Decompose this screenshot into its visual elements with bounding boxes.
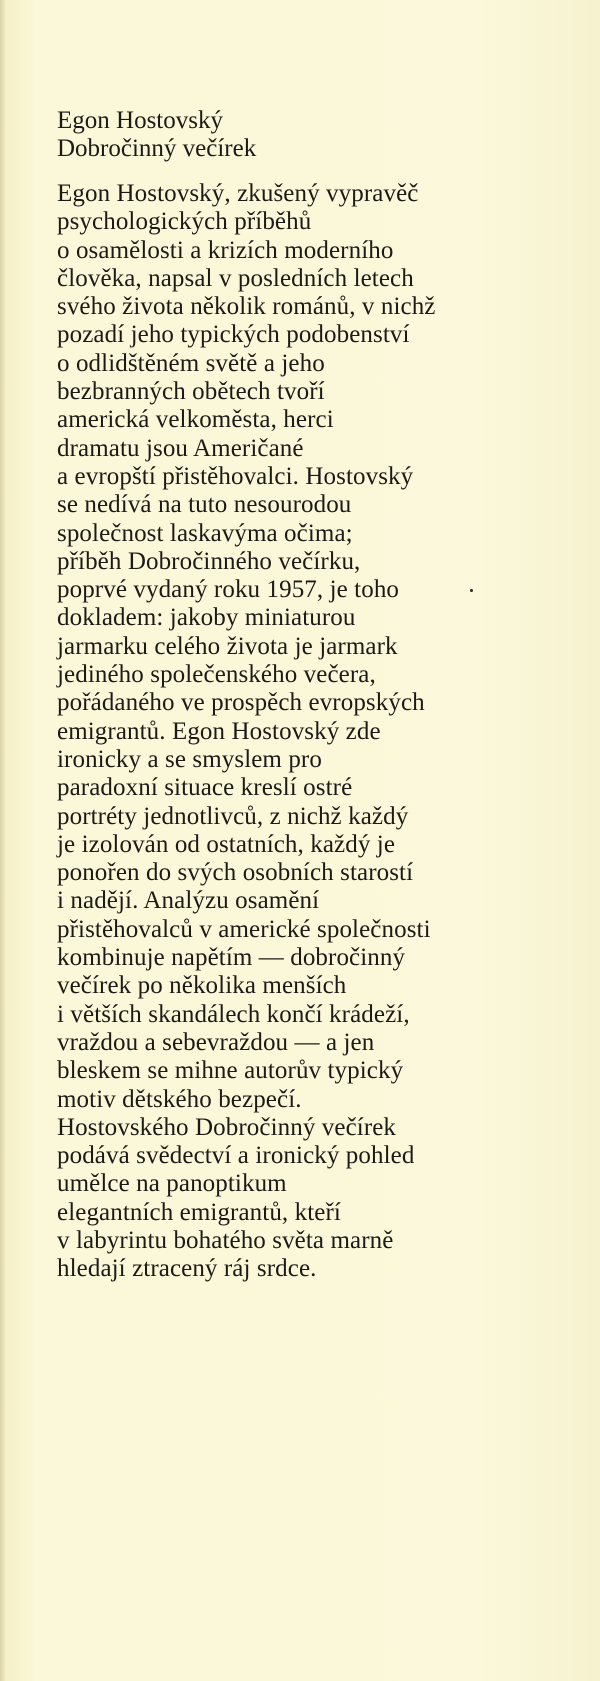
blurb-line: motiv dětského bezpečí. (57, 1085, 302, 1113)
blurb-line: večírek po několika menších (57, 972, 347, 1000)
blurb-line: ponořen do svých osobních starostí (57, 859, 414, 887)
blurb-line: se nedívá na tuto nesourodou (57, 491, 352, 519)
blurb-line: elegantních emigrantů, kteří (57, 1198, 341, 1226)
blurb-line: jarmarku celého života je jarmark (57, 632, 398, 660)
blurb-line: kombinuje napětím — dobročinný (57, 944, 406, 972)
blurb-line: i větších skandálech končí krádeží, (57, 1000, 410, 1028)
blurb-line: v labyrintu bohatého světa marně (57, 1226, 394, 1254)
blurb-line: o osamělosti a krizích moderního (57, 236, 394, 264)
blurb-line: Egon Hostovský, zkušený vypravěč (57, 180, 419, 207)
blurb-line: bezbranných obětech tvoří (57, 378, 325, 406)
blurb-line: poprvé vydaný roku 1957, je toho (57, 576, 400, 604)
blurb-line: jediného společenského večera, (57, 661, 376, 689)
author-name: Egon Hostovský (57, 107, 223, 134)
blurb-line: dokladem: jakoby miniaturou (57, 604, 356, 632)
blurb-line: společnost laskavýma očima; (57, 519, 353, 547)
blurb-line: a evropští přistěhovalci. Hostovský (57, 462, 414, 490)
blurb-line: Hostovského Dobročinný večírek (57, 1113, 397, 1141)
blurb-line: americká velkoměsta, herci (57, 406, 334, 434)
blurb-line: je izolován od ostatních, každý je (57, 830, 396, 858)
blurb-line: portréty jednotlivců, z nichž každý (57, 802, 409, 830)
page-edge-shadow (0, 0, 6, 1681)
blurb-line: bleskem se mihne autorův typický (57, 1057, 404, 1085)
blurb-line: podává svědectví a ironický pohled (57, 1142, 415, 1170)
blurb-line: pozadí jeho typických podobenství (57, 321, 410, 349)
blurb-line: i nadějí. Analýzu osamění (57, 887, 320, 915)
blurb-line: ironicky a se smyslem pro (57, 745, 322, 773)
blurb-line: svého života několik románů, v nichž (57, 293, 436, 321)
book-header (57, 107, 577, 163)
blurb-line: psychologických příběhů (57, 208, 312, 236)
blurb-line: pořádaného ve prospěch evropských (57, 689, 425, 717)
blurb-line: o odlidštěném světě a jeho (57, 349, 325, 377)
blurb-line: hledají ztracený ráj srdce. (57, 1255, 317, 1283)
blurb-line: paradoxní situace kreslí ostré (57, 774, 353, 802)
blurb-text (57, 180, 587, 1284)
print-speck (470, 589, 473, 592)
blurb-line: příběh Dobročinného večírku, (57, 547, 361, 575)
book-title: Dobročinný večírek (57, 135, 257, 162)
blurb-line: vraždou a sebevraždou — a jen (57, 1028, 375, 1056)
blurb-line: přistěhovalců v americké společnosti (57, 915, 431, 943)
blurb-line: umělce na panoptikum (57, 1170, 287, 1198)
blurb-line: člověka, napsal v posledních letech (57, 264, 414, 292)
blurb-line: dramatu jsou Američané (57, 434, 304, 462)
blurb-line: emigrantů. Egon Hostovský zde (57, 717, 381, 745)
